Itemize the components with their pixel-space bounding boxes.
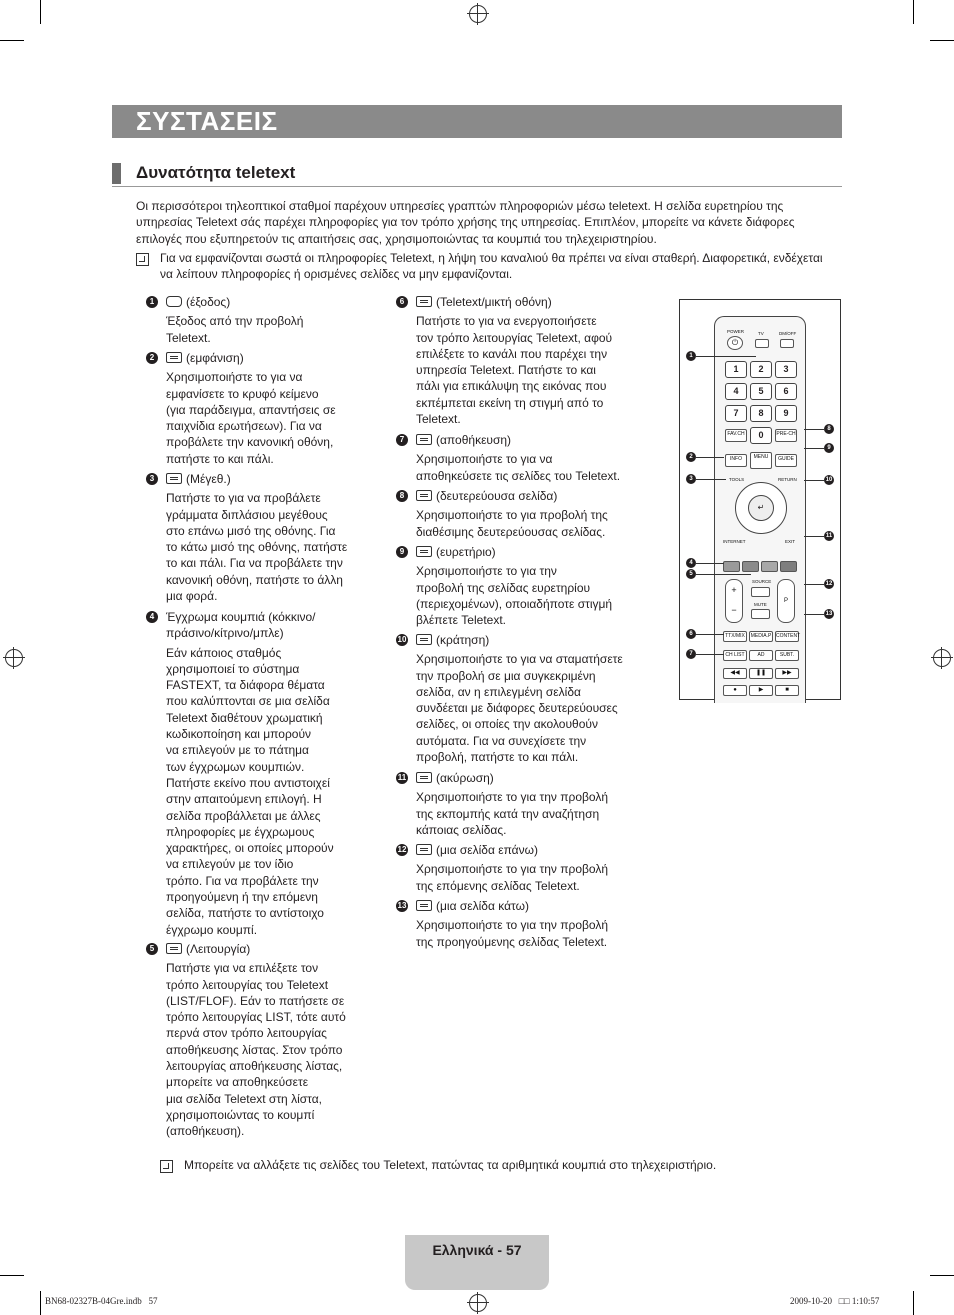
volume-rocker[interactable]: + −	[725, 579, 743, 623]
item-number: 4	[146, 611, 158, 623]
tv-button[interactable]	[755, 339, 769, 348]
teletext-button-icon	[416, 772, 432, 783]
callout-10: 10	[825, 477, 833, 483]
item-title-text: (εμφάνιση)	[186, 351, 244, 365]
callout-line	[696, 457, 724, 458]
registration-mark-icon	[933, 649, 951, 667]
teletext-button-icon	[416, 434, 432, 445]
item-title	[146, 941, 361, 957]
item-description: Πατήστε το για να προβάλετε γράμματα διπλάσιου μεγέθους στο επάνω μισό της οθόνης. Για το κάτω μισό της οθόνης, πατήστε το και πάλι. Για να προβάλετε την κανονική οθόνη, πατήστε το άλλη μια φορά.	[166, 491, 348, 604]
item-title	[146, 471, 361, 487]
teletext-item	[396, 294, 636, 427]
callout-line	[696, 563, 724, 564]
callout-2: 2	[686, 452, 696, 462]
record-button[interactable]: ●	[723, 685, 747, 696]
teletext-button-icon	[416, 546, 432, 557]
item-description: Χρησιμοποιήστε το για την προβολή της σελίδας ευρετηρίου (περιεχομένων), οποιαδήποτε στιγμή βλέπετε Teletext.	[416, 564, 613, 628]
item-description: Πατήστε το για να ενεργοποιήσετε τον τρόπο λειτουργίας Teletext, αφού επιλέξετε το κανάλι που παρέχει την υπηρεσία Teletext. Πατήστε το και πάλι για επικάλυψη της εικόνας που εκπέμπεται εκείνη τη στιγμή από το Teletext.	[416, 314, 613, 427]
teletext-button-icon	[166, 943, 182, 954]
item-title	[396, 544, 636, 560]
registration-mark-icon	[469, 5, 487, 23]
teletext-button-icon	[166, 296, 182, 307]
play-button[interactable]: ▶	[749, 685, 773, 696]
item-number: 13	[397, 901, 407, 910]
blue-button[interactable]	[780, 561, 797, 572]
crop-mark	[0, 40, 24, 41]
item-title-text: (Μέγεθ.)	[186, 472, 231, 486]
power-button[interactable]: ⏻	[727, 336, 743, 350]
callout-line	[804, 536, 824, 537]
item-description: Χρησιμοποιήστε το για την προβολή της επόμενης σελίδας Teletext.	[416, 862, 609, 893]
print-date: 2009-10-20 □□ 1:10:57	[790, 1296, 880, 1306]
yellow-button[interactable]	[761, 561, 778, 572]
source-label: SOURCE	[752, 579, 772, 584]
item-number: 2	[146, 352, 158, 364]
item-title	[396, 432, 636, 448]
intro-paragraph: Οι περισσότεροι τηλεοπτικοί σταθμοί παρέχουν υπηρεσίες γραπτών πληροφοριών μέσω teletext. Η σελίδα ευρετηρίου της υπηρεσίας Teletext σάς παρέχει πληροφορίες για τον τρόπο χρήσης της υπηρεσίας. Επιπλέον, μπορείτε να κάνετε διάφορες επιλογές που εξυπηρετούν τις απαιτήσεις σας, χρησιμοποιώντας τα κουμπιά του τηλεχειριστηρίου.	[136, 199, 795, 246]
note-block	[136, 250, 838, 283]
teletext-button-icon	[416, 296, 432, 307]
teletext-item	[396, 898, 636, 950]
registration-mark-icon	[469, 1294, 487, 1312]
item-description: Χρησιμοποιήστε το για να σταματήσετε την προβολή σε μια συγκεκριμένη σελίδα, αν η επιλεγμένη σελίδα συνδέεται με διάφορες δευτερεύουσες σελίδες, οι οποίες την ακολουθούν αυτόματα. Για να συνεχίσετε την προβολή, πατήστε το και πάλι.	[416, 652, 623, 765]
item-title-text: (μια σελίδα επάνω)	[436, 843, 538, 857]
item-number: 8	[396, 490, 408, 502]
item-title-text: (έξοδος)	[186, 295, 231, 309]
mute-button[interactable]	[751, 609, 770, 619]
item-title-text: (Λειτουργία)	[186, 942, 251, 956]
item-description: Χρησιμοποιήστε το για προβολή της διαθέσιμης δευτερεύουσας σελίδας.	[416, 508, 608, 539]
item-description: Εάν κάποιος σταθμός χρησιμοποιεί το σύστημα FASTEXT, τα διάφορα θέματα που καλύπτονται σε μια σελίδα Teletext διαθέτουν χρωματική κωδικοποίηση και μπορούν να επιλεγούν με το πάτημα των έγχρωμων κουμπιών. Πατήστε εκείνο που αντιστοιχεί στην απαιτούμενη επιλογή. Η σελίδα προβάλλεται με άλλες πληροφορίες με έγχρωμους χαρακτήρες, οι οποίες μπορούν να επιλεγούν με τον ίδιο τρόπο. Για να προβάλετε την προηγούμενη ή την επόμενη σελίδα, πατήστε το αντίστοιχο έγχρωμο κουμπί.	[166, 645, 334, 937]
section-title: Δυνατότητα teletext	[136, 163, 296, 182]
callout-line	[804, 429, 824, 430]
callout-13: 13	[825, 611, 833, 617]
section-marker	[112, 163, 121, 184]
mute-label: MUTE	[754, 602, 767, 607]
teletext-item	[396, 544, 636, 628]
callout-line	[696, 574, 751, 575]
teletext-item	[396, 770, 636, 838]
media-p-button[interactable]: MEDIA.P	[749, 631, 773, 642]
item-title-text: (αποθήκευση)	[436, 433, 512, 447]
item-title	[396, 842, 636, 858]
callout-11: 11	[825, 533, 833, 539]
callout-line	[804, 480, 824, 481]
ad-button[interactable]: AD	[749, 650, 773, 661]
chapter-header	[112, 105, 842, 138]
source-button[interactable]	[751, 587, 770, 597]
crop-mark	[0, 1275, 24, 1276]
digit-9-button[interactable]: 9	[775, 405, 797, 422]
bottom-note	[160, 1157, 840, 1173]
callout-7: 7	[686, 649, 696, 659]
ch-list-button[interactable]: CH LIST	[723, 650, 747, 661]
crop-mark	[40, 0, 41, 24]
page-number: Ελληνικά - 57	[432, 1242, 522, 1258]
crop-mark	[930, 40, 954, 41]
item-title	[146, 609, 361, 642]
item-title-text: (Teletext/μικτή οθόνη)	[436, 295, 552, 309]
ttx-mix-button[interactable]: TTX/MIX	[723, 631, 747, 642]
remote-control-illustration	[679, 299, 841, 700]
callout-6: 6	[686, 629, 696, 639]
item-description: Χρησιμοποιήστε το για την προβολή της προηγούμενης σελίδας Teletext.	[416, 918, 609, 949]
teletext-item	[396, 632, 636, 765]
item-description: Χρησιμοποιήστε το για την προβολή της εκπομπής κατά την αναζήτηση κάποιας σελίδας.	[416, 790, 609, 837]
item-title	[396, 898, 636, 914]
crop-mark	[913, 0, 914, 24]
item-number: 6	[396, 296, 408, 308]
note-icon	[136, 253, 149, 266]
power-label: POWER	[727, 329, 745, 334]
item-title-text: (ευρετήριο)	[436, 545, 496, 559]
callout-8: 8	[824, 424, 834, 434]
exit-label: EXIT	[785, 539, 796, 544]
digit-5-button[interactable]: 5	[750, 383, 772, 400]
chapter-title: ΣΥΣΤΑΣΕΙΣ	[136, 106, 278, 136]
teletext-button-icon	[416, 900, 432, 911]
callout-line	[804, 584, 824, 585]
teletext-button-icon	[416, 634, 432, 645]
guide-button[interactable]: GUIDE	[775, 454, 797, 467]
teletext-item	[146, 294, 361, 346]
callout-3: 3	[686, 474, 696, 484]
teletext-item	[146, 471, 361, 604]
teletext-button-icon	[416, 490, 432, 501]
item-title	[396, 632, 636, 648]
item-number: 5	[146, 943, 158, 955]
item-description: Έξοδος από την προβολή Teletext.	[166, 314, 304, 345]
callout-line	[804, 448, 824, 449]
green-button[interactable]	[742, 561, 759, 572]
red-button[interactable]	[723, 561, 740, 572]
item-description: Χρησιμοποιήστε το για να αποθηκεύσετε τις σελίδες του Teletext.	[416, 452, 621, 483]
item-title	[146, 294, 361, 310]
teletext-item	[396, 432, 636, 484]
registration-mark-icon	[5, 649, 23, 667]
item-title	[396, 294, 636, 310]
item-title-text: Έγχρωμα κουμπιά (κόκκινο/ πράσινο/κίτρινο/μπλε)	[166, 610, 316, 641]
tv-label: TV	[758, 331, 764, 336]
stop-button[interactable]: ■	[775, 685, 799, 696]
page-number-tab	[405, 1235, 549, 1290]
item-number: 12	[397, 845, 407, 854]
pause-button[interactable]: ❚❚	[749, 668, 773, 679]
teletext-button-icon	[166, 473, 182, 484]
channel-rocker[interactable]: P	[777, 579, 795, 623]
teletext-button-icon	[416, 844, 432, 855]
content-button[interactable]: CONTENT	[775, 631, 799, 642]
digit-3-button[interactable]: 3	[775, 361, 797, 378]
enter-button[interactable]: ↵	[748, 495, 774, 521]
teletext-button-icon	[166, 352, 182, 363]
return-label: RETURN	[778, 477, 797, 482]
item-description: Πατήστε για να επιλέξετε τον τρόπο λειτουργίας του Teletext (LIST/FLOF). Εάν το πατήσετε σε τρόπο λειτουργίας LIST, τότε αυτό περνά στον τρόπο λειτουργίας αποθήκευσης λίστας. Στον τρόπο λειτουργίας αποθήκευσης λίστας, μπορείτε να αποθηκεύσετε μια σελίδα Teletext στη λίστα, χρησιμοποιώντας το κουμπί (αποθήκευση).	[166, 961, 346, 1139]
digit-0-button[interactable]: 0	[750, 427, 772, 444]
teletext-item	[146, 350, 361, 467]
callout-12: 12	[825, 581, 833, 587]
remote-body	[714, 316, 806, 703]
item-title	[396, 770, 636, 786]
item-title-text: (δευτερεύουσα σελίδα)	[436, 489, 558, 503]
tools-label: TOOLS	[729, 477, 745, 482]
item-title-text: (ακύρωση)	[436, 771, 494, 785]
note-text: Για να εμφανίζονται σωστά οι πληροφορίες Teletext, η λήψη του καναλιού θα πρέπει να είναι σταθερή. Διαφορετικά, ενδέχεται να λείπουν πληροφορίες ή ορισμένες σελίδες να μην εμφανίζονται.	[160, 251, 823, 282]
rewind-button[interactable]: ◀◀	[723, 668, 747, 679]
callout-1: 1	[686, 351, 696, 361]
digit-8-button[interactable]: 8	[750, 405, 772, 422]
callout-line	[696, 356, 756, 357]
file-name: BN68-02327B-04Gre.indb 57	[45, 1296, 158, 1306]
crop-mark	[930, 1275, 954, 1276]
digit-1-button[interactable]: 1	[725, 361, 747, 378]
item-title-text: (κράτηση)	[436, 633, 490, 647]
forward-button[interactable]: ▶▶	[775, 668, 799, 679]
item-number: 11	[397, 773, 407, 782]
callout-9: 9	[824, 443, 834, 453]
item-title	[146, 350, 361, 366]
bottom-note-text: Μπορείτε να αλλάξετε τις σελίδες του Teletext, πατώντας τα αριθμητικά κουμπιά στο τηλεχειριστήριο.	[184, 1158, 717, 1172]
item-number: 1	[146, 296, 158, 308]
callout-5: 5	[686, 569, 696, 579]
teletext-item	[396, 842, 636, 894]
pre-ch-button[interactable]: PRE-CH	[775, 429, 797, 442]
internet-label: INTERNET	[723, 539, 746, 544]
callout-4: 4	[686, 558, 696, 568]
menu-button[interactable]: MENU	[750, 452, 772, 469]
fav-ch-button[interactable]: FAV.CH	[725, 429, 747, 442]
digit-4-button[interactable]: 4	[725, 383, 747, 400]
digit-2-button[interactable]: 2	[750, 361, 772, 378]
callout-line	[696, 634, 724, 635]
callout-line	[804, 614, 824, 615]
item-number: 10	[397, 635, 407, 644]
item-number: 3	[146, 473, 158, 485]
item-title	[396, 488, 636, 504]
item-number: 7	[396, 434, 408, 446]
dmoff-label: DM/OFF	[779, 331, 797, 336]
item-title-text: (μια σελίδα κάτω)	[436, 899, 529, 913]
teletext-item	[146, 609, 361, 938]
crop-mark	[913, 1291, 914, 1315]
item-description: Χρησιμοποιήστε το για να εμφανίσετε το κρυφό κείμενο (για παράδειγμα, απαντήσεις σε παιχνίδια ερωτήσεων). Για να προβάλετε την κανονική οθόνη, πατήστε το και πάλι.	[166, 370, 336, 466]
digit-6-button[interactable]: 6	[775, 383, 797, 400]
crop-mark	[40, 1291, 41, 1315]
item-number: 9	[396, 546, 408, 558]
teletext-item	[396, 488, 636, 540]
note-icon	[160, 1160, 173, 1173]
subt-button[interactable]: SUBT.	[775, 650, 799, 661]
section-header	[112, 162, 842, 187]
callout-line	[696, 479, 726, 480]
dmoff-button[interactable]	[780, 339, 794, 348]
callout-line	[696, 654, 724, 655]
digit-7-button[interactable]: 7	[725, 405, 747, 422]
teletext-item	[146, 941, 361, 1140]
info-button[interactable]: INFO	[725, 454, 747, 467]
